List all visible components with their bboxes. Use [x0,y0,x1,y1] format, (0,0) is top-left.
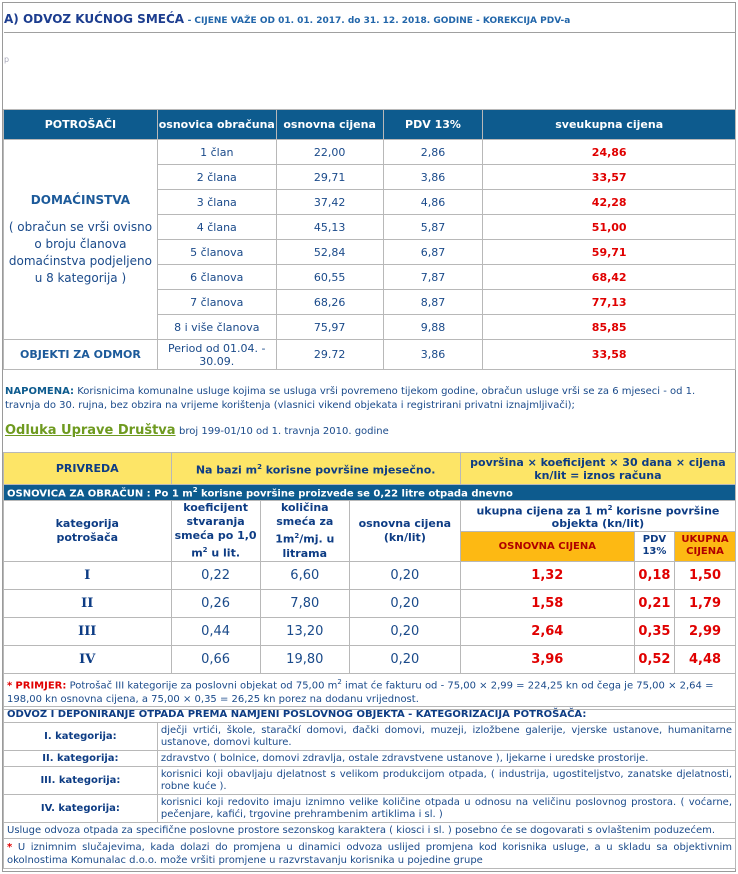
category-desc: zdravstvo ( bolnice, domovi zdravlja, ostale zdravstvene ustanove ), ljekarne i uredske prostorije. [157,751,735,767]
sup-squared: 2 [202,546,208,554]
col-header-unit-price: osnovna cijena (kn/lit) [349,501,460,562]
household-total: 59,71 [483,240,736,265]
osnovica-post: korisne površine proizvede se 0,22 litre otpada dnevno [197,488,513,500]
household-total: 68,42 [483,265,736,290]
households-title: DOMAĆINSTVA [30,192,131,207]
example-text-pre: Potrošač III kategorije za poslovni objekat od 75,00 m [69,680,338,692]
household-basis: 1 član [157,140,276,165]
business-category: IV [4,645,172,673]
category-label: II. kategorija: [4,751,158,767]
business-coef: 0,22 [171,561,260,589]
business-coef: 0,66 [171,645,260,673]
total-post: korisne površine objekta (kn/lit) [551,504,720,531]
household-vat: 3,86 [383,165,483,190]
osnovica-pre: OSNOVICA ZA OBRAČUN : Po 1 m [7,488,193,500]
household-vat: 8,87 [383,290,483,315]
col-header-total-price [460,501,735,532]
header-underline [4,32,736,33]
business-qty: 6,60 [260,561,349,589]
seasonal-note: Usluge odvoza otpada za specifične poslovne prostore sezonskog karaktera ( kiosci i sl. ) posebno će se dogovarati s ovlaštenim poduzećem. [4,823,736,839]
business-formula: površina × koeficijent × 30 dana × cijena kn/lit = iznos računa [460,453,735,485]
household-base: 45,13 [276,215,383,240]
business-total: 2,99 [675,617,736,645]
household-base: 68,26 [276,290,383,315]
col-header-quantity [260,501,349,562]
holiday-total: 33,58 [483,340,736,370]
household-vat: 7,87 [383,265,483,290]
business-price: 0,20 [349,589,460,617]
exception-text: U iznimnim slučajevima, kada dolazi do promjena u dinamici odvoza uslijed promjena kod korisnika usluge, a u skladu sa objektivnim okolnostima Komunalac d.o.o. može vršiti promjene u razvrstavanju korisnika u pojedine grupe [7,841,732,866]
col-header-vat: PDV 13% [383,110,483,140]
category-label: I. kategorija: [4,723,158,751]
household-base: 75,97 [276,315,383,340]
note-text [5,385,731,413]
small-mark: p [4,55,10,64]
col-header-category: kategorija potrošača [4,501,172,562]
example-note [4,673,736,709]
sub-header-total: UKUPNA CIJENA [675,531,736,561]
business-basis-pre: Na bazi m [195,463,258,477]
sup-squared: 2 [192,485,198,494]
categorization-title: ODVOZ I DEPONIRANJE OTPADA PREMA NAMJENI POSLOVNOG OBJEKTA - KATEGORIZACIJA POTROŠAČA: [4,707,736,723]
households-note: ( obračun se vrši ovisno o broju članova domaćinstva podjeljeno u 8 kategorija ) [8,219,153,285]
household-total: 85,85 [483,315,736,340]
holiday-vat: 3,86 [383,340,483,370]
household-vat: 6,87 [383,240,483,265]
qty-pre: količina smeća za 1m [275,501,334,546]
col-header-consumers: POTROŠAČI [4,110,158,140]
household-total: 42,28 [483,190,736,215]
business-total: 4,48 [675,645,736,673]
col-header-coefficient [171,501,260,562]
households-group-cell [4,140,158,340]
business-qty: 19,80 [260,645,349,673]
business-price: 0,20 [349,645,460,673]
business-category: II [4,589,172,617]
category-desc: dječji vrtići, škole, staračkí domovi, đački domovi, muzeji, izložbene galerije, vjerske ustanove, humanitarne ustanove, domovi kulture. [157,723,735,751]
household-price-table [3,109,736,370]
household-total: 51,00 [483,215,736,240]
business-base: 2,64 [460,617,634,645]
household-total: 24,86 [483,140,736,165]
holiday-basis: Period od 01.04. - 30.09. [157,340,276,370]
business-total: 1,79 [675,589,736,617]
osnovica-bar [4,485,736,501]
note-label: NAPOMENA: [5,386,75,397]
example-label: PRIMJER: [15,680,67,692]
business-base: 1,58 [460,589,634,617]
household-base: 52,84 [276,240,383,265]
business-category: I [4,561,172,589]
household-base: 37,42 [276,190,383,215]
business-coef: 0,26 [171,589,260,617]
decision-line [5,423,389,438]
holiday-label: OBJEKTI ZA ODMOR [4,340,158,370]
household-basis: 6 članova [157,265,276,290]
business-category: III [4,617,172,645]
page-subtitle: - CIJENE VAŽE OD 01. 01. 2017. do 31. 12. 2018. GODINE - KOREKCIJA PDV-a [187,16,571,26]
coef-pre: koeficijent stvaranja smeća po 1,0 m [174,501,257,560]
total-pre: ukupna cijena za 1 m [476,504,608,518]
category-label: III. kategorija: [4,767,158,795]
household-basis: 2 člana [157,165,276,190]
household-total: 77,13 [483,290,736,315]
exception-note [4,839,736,869]
business-price: 0,20 [349,617,460,645]
business-total: 1,50 [675,561,736,589]
household-base: 29,71 [276,165,383,190]
household-base: 22,00 [276,140,383,165]
household-vat: 9,88 [383,315,483,340]
note-body: Korisnicima komunalne usluge kojima se usluga vrši povremeno tijekom godine, obračun usluge vrši se za 6 mjeseci - od 1. travnja do 30. rujna, bez obzira na vrijeme korištenja (vlasnici vikend objekata i registrirani privatni iznajmljivači); [5,386,696,411]
household-vat: 2,86 [383,140,483,165]
business-vat: 0,35 [634,617,674,645]
category-desc: korisnici koji obavljaju djelatnost s velikom produkcijom otpada, ( industrija, ugostiteljstvo, zanatske djelatnosti, robne kuće ). [157,767,735,795]
business-base: 1,32 [460,561,634,589]
sup-squared: 2 [294,532,300,540]
household-total: 33,57 [483,165,736,190]
exception-star: * [7,841,13,853]
page-title: A) ODVOZ KUĆNOG SMEĆA [4,12,185,26]
household-base: 60,55 [276,265,383,290]
page-header [4,12,724,26]
household-basis: 8 i više članova [157,315,276,340]
decision-ref: broj 199-01/10 od 1. travnja 2010. godine [179,426,389,437]
household-basis: 5 članova [157,240,276,265]
coef-post: u lit. [207,546,240,560]
household-vat: 4,86 [383,190,483,215]
sub-header-vat: PDV 13% [634,531,674,561]
household-vat: 5,87 [383,215,483,240]
category-label: IV. kategorija: [4,795,158,823]
business-vat: 0,18 [634,561,674,589]
business-vat: 0,52 [634,645,674,673]
business-basis-cell [171,453,460,485]
business-qty: 13,20 [260,617,349,645]
col-header-total: sveukupna cijena [483,110,736,140]
sub-header-base: OSNOVNA CIJENA [460,531,634,561]
business-qty: 7,80 [260,589,349,617]
business-coef: 0,44 [171,617,260,645]
business-price: 0,20 [349,561,460,589]
example-text-post: imat će fakturu od - 75,00 × 2,99 = 224,25 kn od čega je 75,00 × 2,64 = 198,00 kn osnovna cijena, a 75,00 × 0,35 = 26,25 kn porez na dodanu vrijednost. [7,680,714,705]
col-header-basis: osnovica obračuna [157,110,276,140]
qty-post: /mj. u litrama [282,532,335,560]
household-basis: 3 člana [157,190,276,215]
sup-squared: 2 [337,678,342,687]
col-header-base-price: osnovna cijena [276,110,383,140]
example-star: * [7,680,13,692]
categorization-table [3,706,736,869]
sup-squared: 2 [257,462,262,471]
business-vat: 0,21 [634,589,674,617]
business-price-table [3,452,736,710]
business-base: 3,96 [460,645,634,673]
sup-squared: 2 [607,503,613,512]
business-basis-post: korisne površine mjesečno. [261,463,436,477]
category-desc: korisnici koji redovito imaju iznimno velike količine otpada u odnosu na veličinu poslovnog prostora. ( voćarne, pečenjare, kafići, trgovine prehrambenim artiklima i sl. ) [157,795,735,823]
decision-link[interactable]: Odluka Uprave Društva [5,423,176,438]
household-basis: 4 člana [157,215,276,240]
business-privreda: PRIVREDA [4,453,172,485]
household-basis: 7 članova [157,290,276,315]
holiday-base: 29.72 [276,340,383,370]
